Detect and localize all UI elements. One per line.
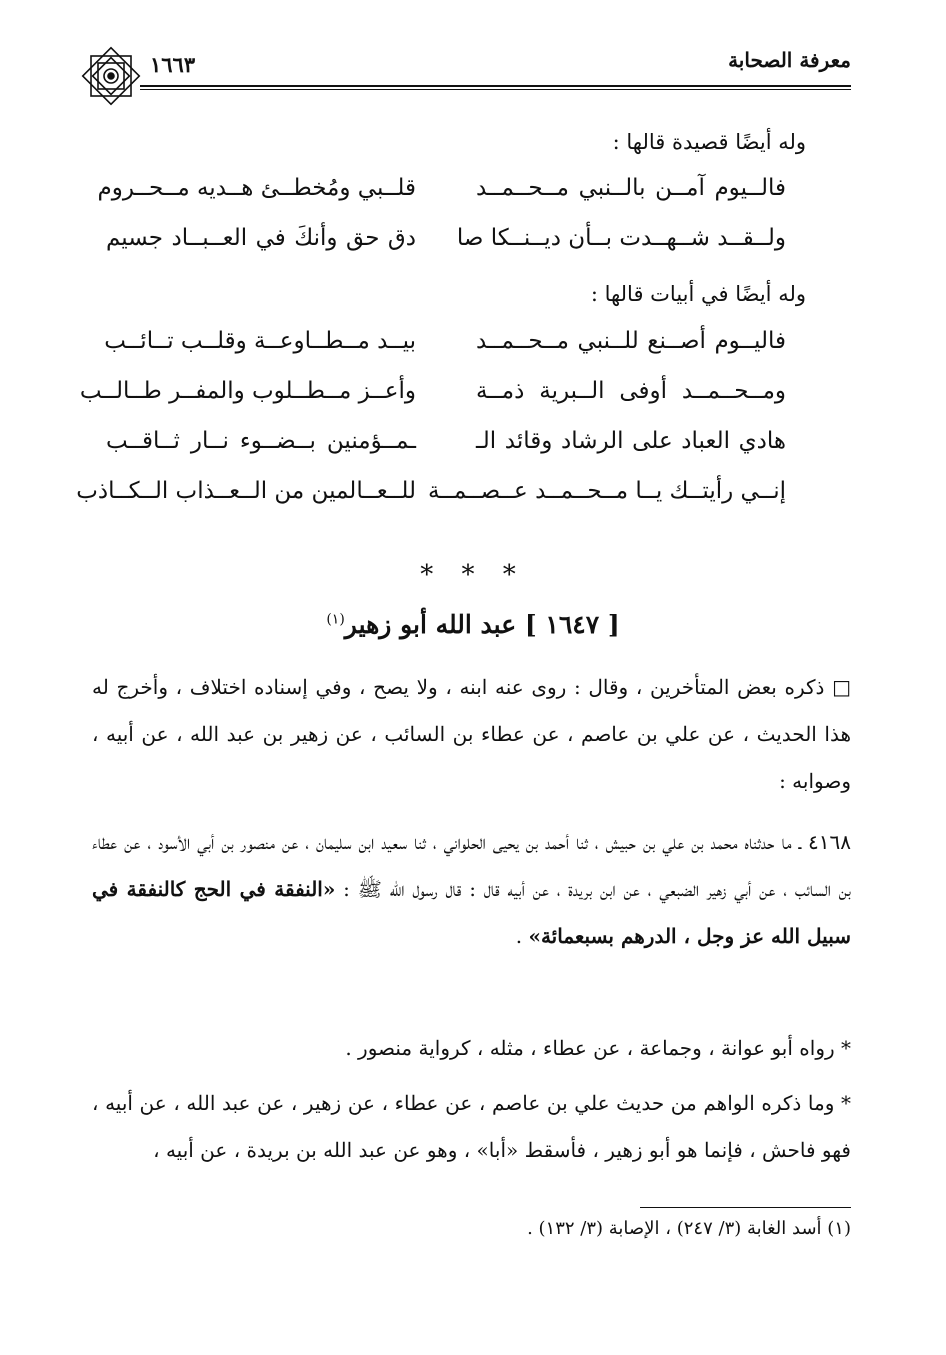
- page-number: ١٦٦٣: [150, 52, 196, 77]
- verse-first-hemistich: إنــي رأيتــك يــا مــحــمــد عــصــمــة: [428, 478, 786, 504]
- verse-second-hemistich: قلــبي ومُخطــئ هــديه مــحــروم: [97, 175, 416, 201]
- footnote-rule: [640, 1207, 851, 1208]
- hadith-end: .: [515, 924, 529, 948]
- verse-line: [97, 175, 806, 215]
- paragraph: * وما ذكره الواهم من حديث علي بن عاصم ، عن عطاء ، عن زهير ، عن عبد الله ، عن أبيه ، فهو فاحش ، فإنما هو أبو زهير ، فأسقط «أبا» ، وهو عن عبد الله بن بريدة ، عن أبيه ،: [92, 1091, 851, 1162]
- footnote-reference: (١): [326, 611, 345, 628]
- verse-line: [104, 328, 806, 368]
- section-separator: * * *: [420, 560, 526, 590]
- footnote: (١) أسد الغابة (٣/ ٢٤٧) ، الإصابة (٣/ ١٣٢) .: [527, 1218, 851, 1239]
- paragraph: □ ذكره بعض المتأخرين ، وقال : روى عنه ابنه ، ولا يصح ، وفي إسناده اختلاف ، وأخرج له هذا الحديث ، عن علي بن عاصم ، عن عطاء بن السائب ، عن زهير بن عبد الله ، عن أبيه ، وصوابه :: [92, 675, 851, 793]
- paragraph: * رواه أبو عوانة ، وجماعة ، عن عطاء ، مثله ، كرواية منصور .: [345, 1036, 851, 1060]
- hadith-chain: ٤١٦٨ ـ ما حدثناه محمد بن علي بن حبيش ، ثنا أحمد بن يحيى الحلواني ، ثنا سعيد ابن سليمان ، عن منصور بن أبي الأسود ، عن عطاء بن السائب ، عن أبي زهير الضبعي ، عن ابن بريدة ، عن أبيه قال : قال رسول الله ﷺ :: [92, 830, 851, 901]
- header-rule-thin: [140, 89, 851, 90]
- verse-first-hemistich: ولــقــد شــهــدت بــأن ديــنــكا صا: [456, 225, 786, 251]
- poem-intro: وله أيضًا قصيدة قالها :: [612, 130, 806, 154]
- running-header-title: معرفة الصحابة: [728, 48, 851, 72]
- poem-intro: وله أيضًا في أبيات قالها :: [590, 282, 806, 306]
- hadith-text: «النفقة في الحج كالنفقة في سبيل الله عز وجل ، الدرهم بسبعمائة»: [92, 877, 851, 948]
- verse-line: [76, 478, 806, 518]
- entry-number: [ ١٦٤٧ ]: [524, 610, 620, 639]
- verse-second-hemistich: وأعــز مــطــلوب والمفــر طــالــب: [79, 378, 416, 404]
- entry-name: عبد الله أبو زهير: [344, 610, 517, 639]
- verse-second-hemistich: للــعــالمين من الــعــذاب الــكــاذب: [76, 478, 416, 504]
- verse-first-hemistich: فالــيوم آمــن بالــنبي مــحــمــد: [476, 175, 786, 201]
- verse-first-hemistich: ومــحــمــد أوفى الــبرية ذمــة: [476, 378, 786, 404]
- hadith-paragraph: [92, 819, 851, 960]
- entry-heading: [0, 610, 946, 639]
- verse-line: [106, 225, 806, 265]
- verse-second-hemistich: ـمــؤمنين بــضــوء نــار ثــاقــب: [106, 428, 416, 454]
- octagonal-star-ornament-icon: [78, 43, 144, 109]
- verse-line: [106, 428, 806, 468]
- verse-first-hemistich: فاليــوم أصــنع للــنبي مــحــمــد: [476, 328, 786, 354]
- verse-first-hemistich: هادي العباد على الرشاد وقائد الـ: [476, 428, 786, 454]
- verse-line: [79, 378, 806, 418]
- verse-second-hemistich: بيــد مــطــاوعــة وقلــب تــائــب: [104, 328, 416, 354]
- verse-second-hemistich: دق حق وأنكَ في العــبــاد جسيم: [106, 225, 416, 251]
- header-rule: [140, 85, 851, 87]
